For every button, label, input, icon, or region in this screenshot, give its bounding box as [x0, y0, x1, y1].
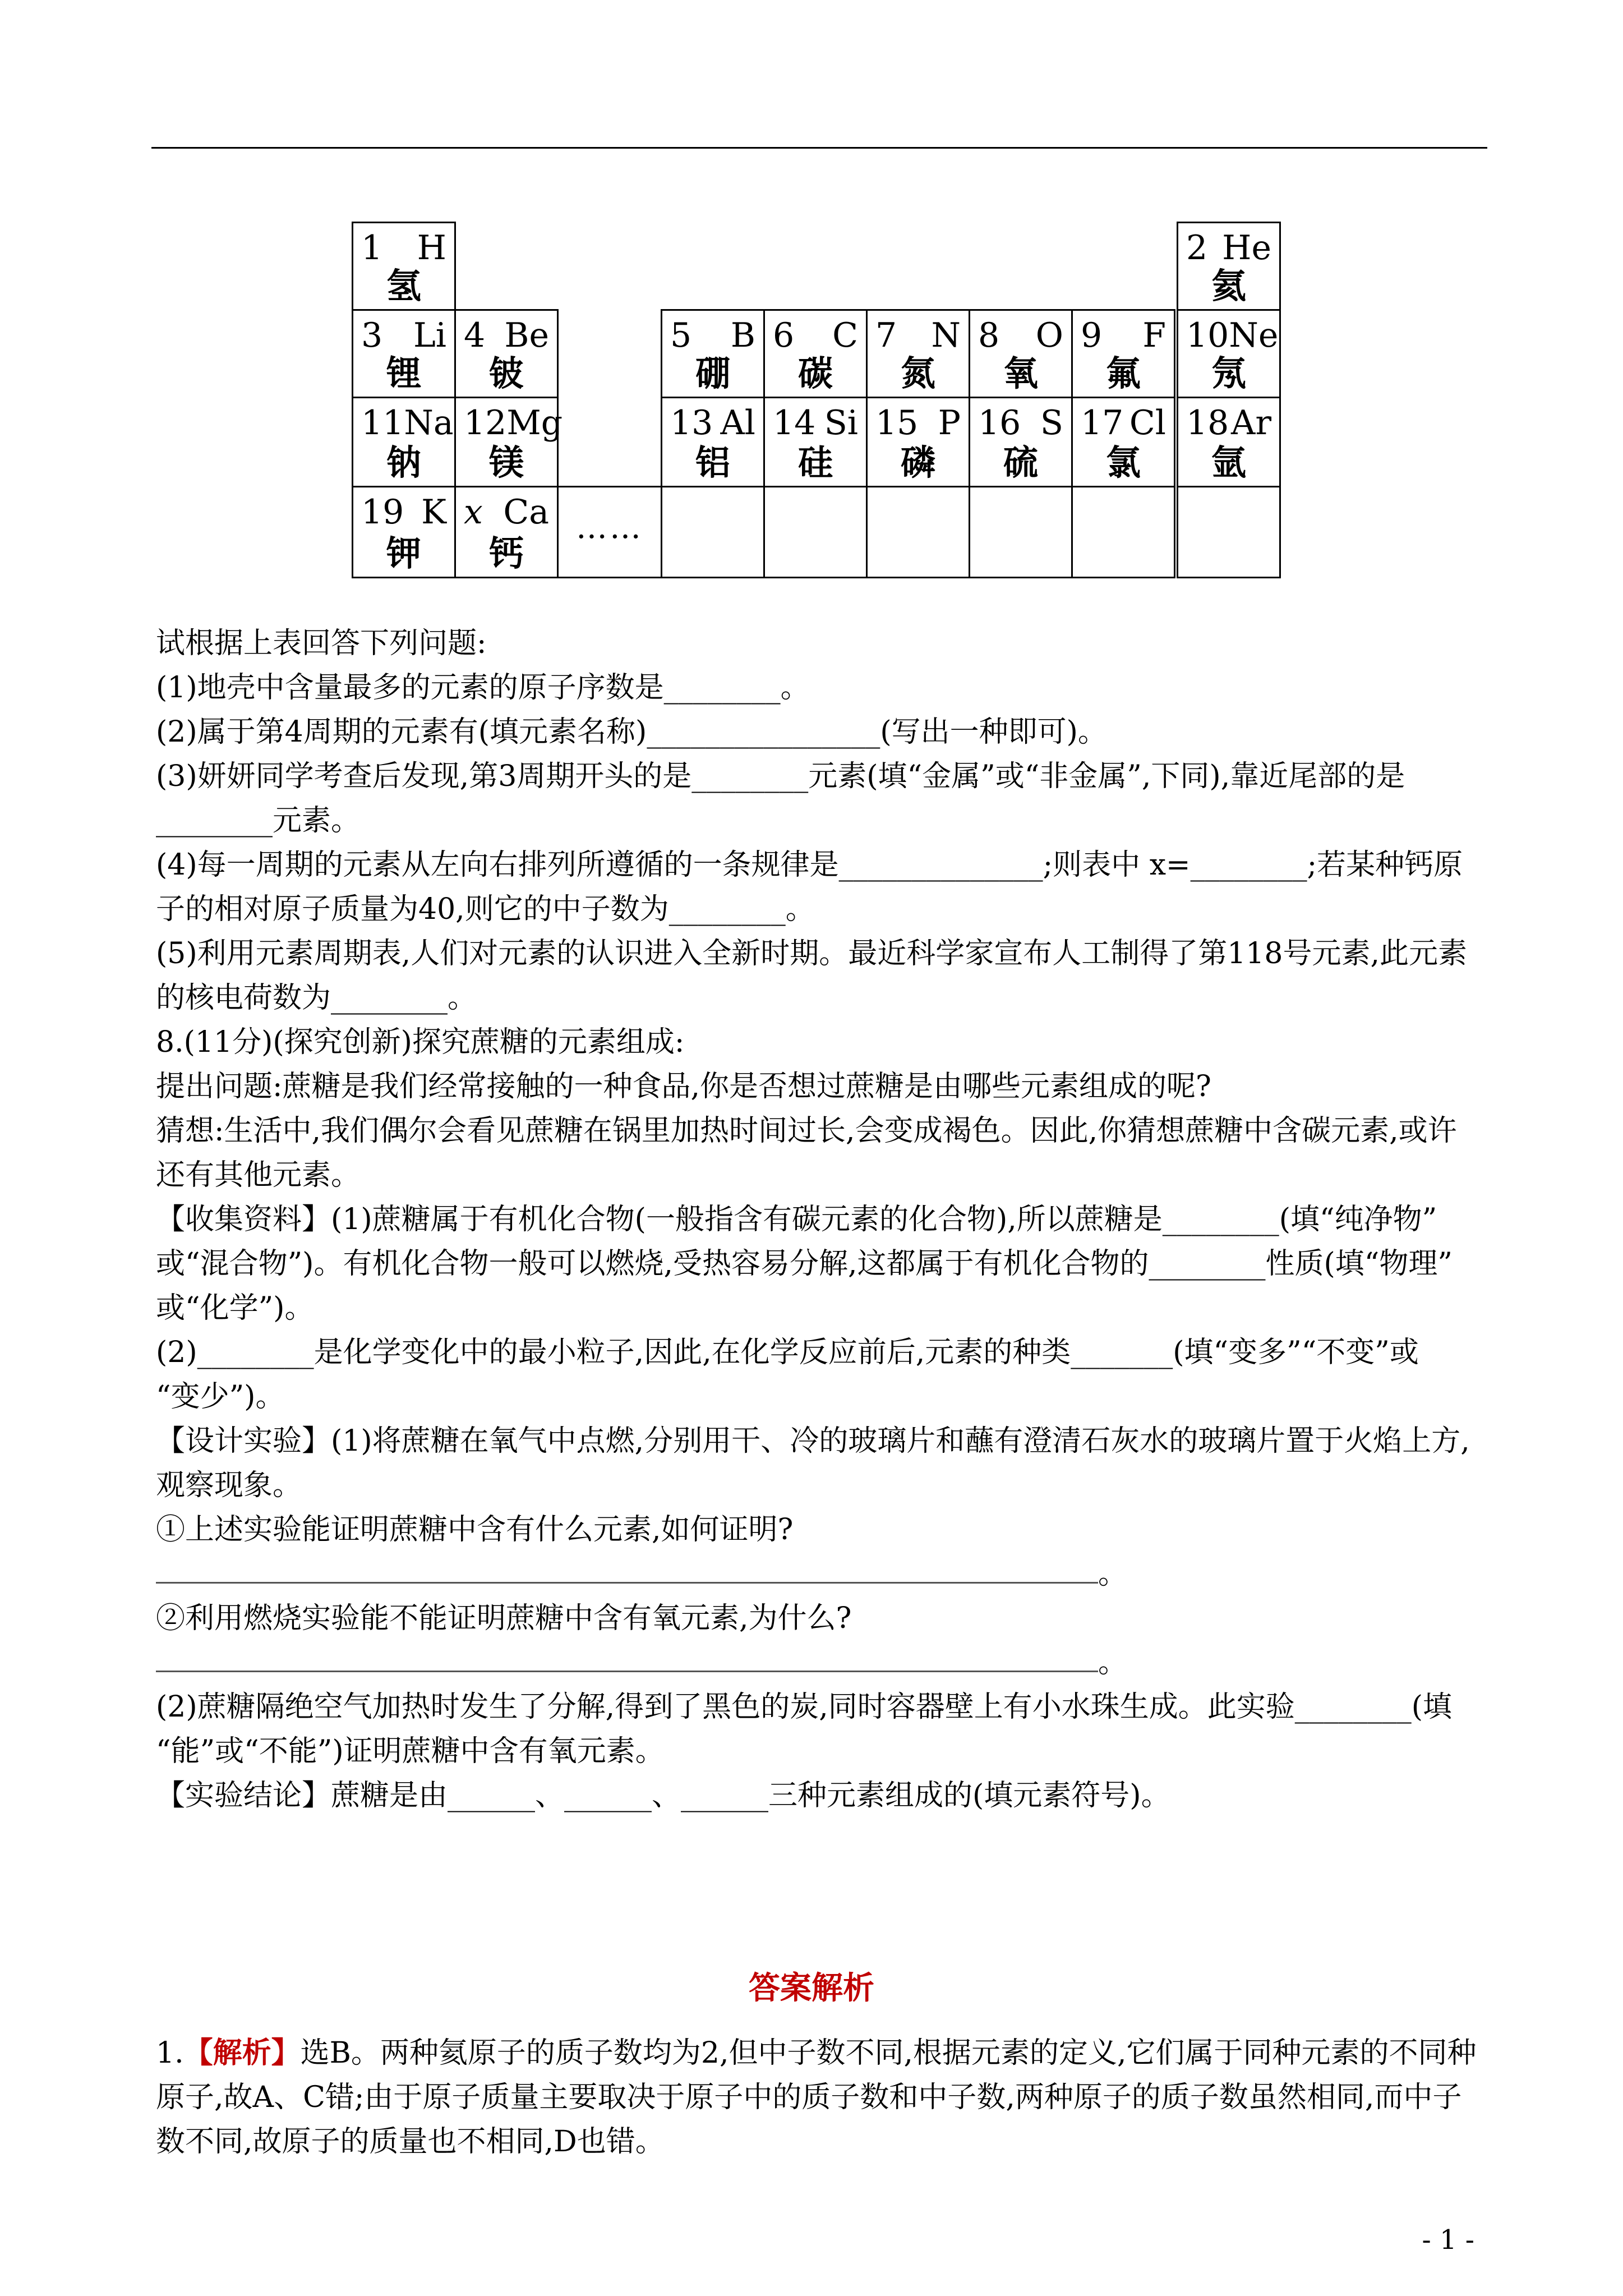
element-symbol: O	[1035, 316, 1063, 355]
question-3-line-1: (3)妍妍同学考查后发现,第3周期开头的是________元素(填“金属”或“非金属”,下同),靠近尾部的是	[156, 760, 1405, 793]
element-symbol: Ar	[1230, 403, 1271, 443]
header-rule	[151, 147, 1487, 149]
q8-experiment-1: ①上述实验能证明蔗糖中含有什么元素,如何证明?	[156, 1513, 794, 1547]
atomic-number: 14	[773, 403, 816, 443]
element-symbol: Na	[404, 403, 454, 443]
element-cell	[661, 397, 765, 487]
answer-blank-line-2	[156, 1641, 1491, 1685]
element-symbol: He	[1222, 228, 1271, 268]
atomic-number: 16	[978, 403, 1021, 443]
element-name: 氮	[900, 353, 935, 394]
empty-cell	[763, 486, 868, 578]
element-cell	[352, 309, 456, 398]
element-name: 锂	[386, 353, 421, 394]
atomic-number: 13	[670, 403, 713, 443]
atomic-number: 5	[670, 316, 692, 355]
element-name: 硅	[797, 442, 833, 483]
answer-blank-line-1	[156, 1552, 1491, 1596]
answer-1-line-1	[156, 2031, 1485, 2076]
q8-c2-line-1: (2)________是化学变化中的最小粒子,因此,在化学反应前后,元素的种类_______(填“变多”“不变”或	[156, 1336, 1419, 1369]
element-name: 磷	[900, 442, 935, 483]
atomic-number: 4	[464, 316, 486, 355]
q8-conclusion: 【实验结论】蔗糖是由______、______、______三种元素组成的(填元素符号)。	[156, 1779, 1170, 1812]
question-3-line-2: ________元素。	[156, 804, 361, 838]
question-8-heading: 8.(11分)(探究创新)探究蔗糖的元素组成:	[156, 1025, 685, 1059]
blank-line-end: 。	[1098, 1557, 1128, 1591]
atomic-number: 1	[361, 228, 383, 268]
questions-intro: 试根据上表回答下列问题:	[156, 627, 487, 660]
empty-cell	[866, 486, 970, 578]
answer-body	[156, 2031, 1485, 2164]
element-symbol: C	[832, 316, 858, 355]
element-cell	[763, 309, 868, 398]
empty-cell	[1071, 486, 1175, 578]
element-cell	[866, 309, 970, 398]
element-cell	[1177, 309, 1281, 398]
empty-cell	[661, 486, 765, 578]
element-symbol: P	[938, 403, 961, 443]
element-cell	[454, 309, 559, 398]
element-symbol: K	[421, 493, 446, 532]
empty-cell	[969, 486, 1073, 578]
element-name: 氩	[1211, 442, 1246, 483]
answer-text: 选B。两种氦原子的质子数均为2,但中子数不同,根据元素的定义,它们属于同种元素的不同种	[300, 2036, 1477, 2070]
element-name: 氧	[1003, 353, 1038, 394]
q8-design-line-1: 【设计实验】(1)将蔗糖在氧气中点燃,分别用干、冷的玻璃片和蘸有澄清石灰水的玻璃片置于火焰上方,	[156, 1424, 1470, 1458]
element-cell	[454, 486, 559, 578]
element-cell	[352, 397, 456, 487]
question-1: (1)地壳中含量最多的元素的原子序数是________。	[156, 671, 810, 705]
q8-ask: 提出问题:蔗糖是我们经常接触的一种食品,你是否想过蔗糖是由哪些元素组成的呢?	[156, 1070, 1211, 1103]
element-symbol: Mg	[506, 403, 563, 443]
element-cell	[352, 486, 456, 578]
element-symbol: Ca	[503, 493, 549, 532]
periodic-table	[352, 222, 1281, 578]
q8-guess-line-2: 还有其他元素。	[156, 1158, 361, 1192]
q8-collect-line-3: 或“化学”)。	[156, 1291, 314, 1325]
element-name: 碳	[797, 353, 833, 394]
question-5-line-2: 的核电荷数为________。	[156, 981, 477, 1015]
element-cell	[454, 397, 563, 487]
analysis-tag: 【解析】	[183, 2036, 301, 2070]
answer-1-line-3: 数不同,故原子的质量也不相同,D也错。	[156, 2125, 665, 2159]
element-name: 氦	[1211, 265, 1246, 306]
element-symbol: S	[1040, 403, 1063, 443]
atomic-number: 8	[978, 316, 1000, 355]
q8-experiment-3-line-2: “能”或“不能”)证明蔗糖中含有氧元素。	[156, 1734, 665, 1768]
element-cell	[352, 222, 456, 311]
element-cell	[661, 309, 765, 398]
q8-experiment-3-line-1: (2)蔗糖隔绝空气加热时发生了分解,得到了黑色的炭,同时容器壁上有小水珠生成。此实验________(填	[156, 1690, 1453, 1724]
element-name: 硼	[695, 353, 730, 394]
atomic-number: 18	[1186, 403, 1229, 443]
element-cell	[969, 397, 1073, 487]
element-symbol: Si	[824, 403, 858, 443]
page-number: - 1 -	[1422, 2224, 1474, 2256]
blank-line	[156, 1553, 1098, 1584]
atomic-number: 10	[1186, 316, 1229, 355]
element-cell	[866, 397, 970, 487]
question-4-line-2: 子的相对原子质量为40,则它的中子数为________。	[156, 892, 815, 926]
element-name: 铝	[695, 442, 730, 483]
element-name: 镁	[488, 442, 524, 483]
atomic-number: 9	[1081, 316, 1103, 355]
question-4-line-1: (4)每一周期的元素从左向右排列所遵循的一条规律是______________;则表中 x=________;若某种钙原	[156, 848, 1463, 882]
answer-section-title: 答案解析	[749, 1970, 874, 2007]
element-symbol: Cl	[1129, 403, 1166, 443]
q8-guess-line-1: 猜想:生活中,我们偶尔会看见蔗糖在锅里加热时间过长,会变成褐色。因此,你猜想蔗糖中含碳元素,或许	[156, 1114, 1457, 1148]
blank-line	[156, 1641, 1098, 1672]
element-symbol: Al	[720, 403, 755, 443]
blank-line-end: 。	[1098, 1646, 1128, 1680]
empty-cell	[1177, 486, 1281, 578]
atomic-number: 17	[1081, 403, 1124, 443]
atomic-number: 3	[361, 316, 383, 355]
question-body	[156, 622, 1491, 1818]
atomic-number: 12	[464, 403, 507, 443]
element-cell	[1071, 309, 1175, 398]
question-5-line-1: (5)利用元素周期表,人们对元素的认识进入全新时期。最近科学家宣布人工制得了第118号元素,此元素	[156, 937, 1467, 970]
q8-collect-line-2: 或“混合物”)。有机化合物一般可以燃烧,受热容易分解,这都属于有机化合物的________性质(填“物理”	[156, 1247, 1453, 1281]
element-cell	[1071, 397, 1175, 487]
q8-collect-line-1: 【收集资料】(1)蔗糖属于有机化合物(一般指含有碳元素的化合物),所以蔗糖是________(填“纯净物”	[156, 1203, 1437, 1236]
element-name: 氟	[1105, 353, 1141, 394]
ellipsis-text: ……	[576, 509, 643, 546]
element-symbol: Ne	[1229, 316, 1279, 355]
atomic-number: 7	[875, 316, 897, 355]
atomic-number: 11	[361, 403, 404, 443]
element-name: 氯	[1105, 442, 1141, 483]
atomic-number: x	[464, 493, 483, 532]
element-cell	[763, 397, 868, 487]
element-symbol: Be	[504, 316, 549, 355]
atomic-number: 2	[1186, 228, 1208, 268]
element-name: 钠	[386, 442, 421, 483]
element-cell	[1177, 397, 1281, 487]
answer-number: 1.	[156, 2036, 184, 2070]
q8-c2-line-2: “变少”)。	[156, 1380, 285, 1414]
element-name: 钙	[488, 533, 524, 574]
element-name: 铍	[488, 353, 524, 394]
answer-1-line-2: 原子,故A、C错;由于原子质量主要取决于原子中的质子数和中子数,两种原子的质子数虽然相同,而中子	[156, 2081, 1462, 2114]
element-cell	[1177, 222, 1281, 311]
q8-experiment-2: ②利用燃烧实验能不能证明蔗糖中含有氧元素,为什么?	[156, 1602, 852, 1635]
question-2: (2)属于第4周期的元素有(填元素名称)________________(写出一种即可)。	[156, 715, 1107, 749]
element-symbol: F	[1142, 316, 1166, 355]
element-name: 氖	[1211, 353, 1246, 394]
ellipsis-cell	[557, 486, 662, 578]
element-symbol: N	[931, 316, 961, 355]
element-cell	[969, 309, 1073, 398]
q8-design-line-2: 观察现象。	[156, 1469, 302, 1502]
atomic-number: 15	[875, 403, 919, 443]
element-name: 氢	[386, 265, 421, 306]
element-symbol: H	[417, 228, 446, 268]
atomic-number: 19	[361, 493, 404, 532]
element-symbol: Li	[413, 316, 446, 355]
atomic-number: 6	[773, 316, 795, 355]
element-name: 钾	[386, 533, 421, 574]
element-name: 硫	[1003, 442, 1038, 483]
element-symbol: B	[730, 316, 755, 355]
